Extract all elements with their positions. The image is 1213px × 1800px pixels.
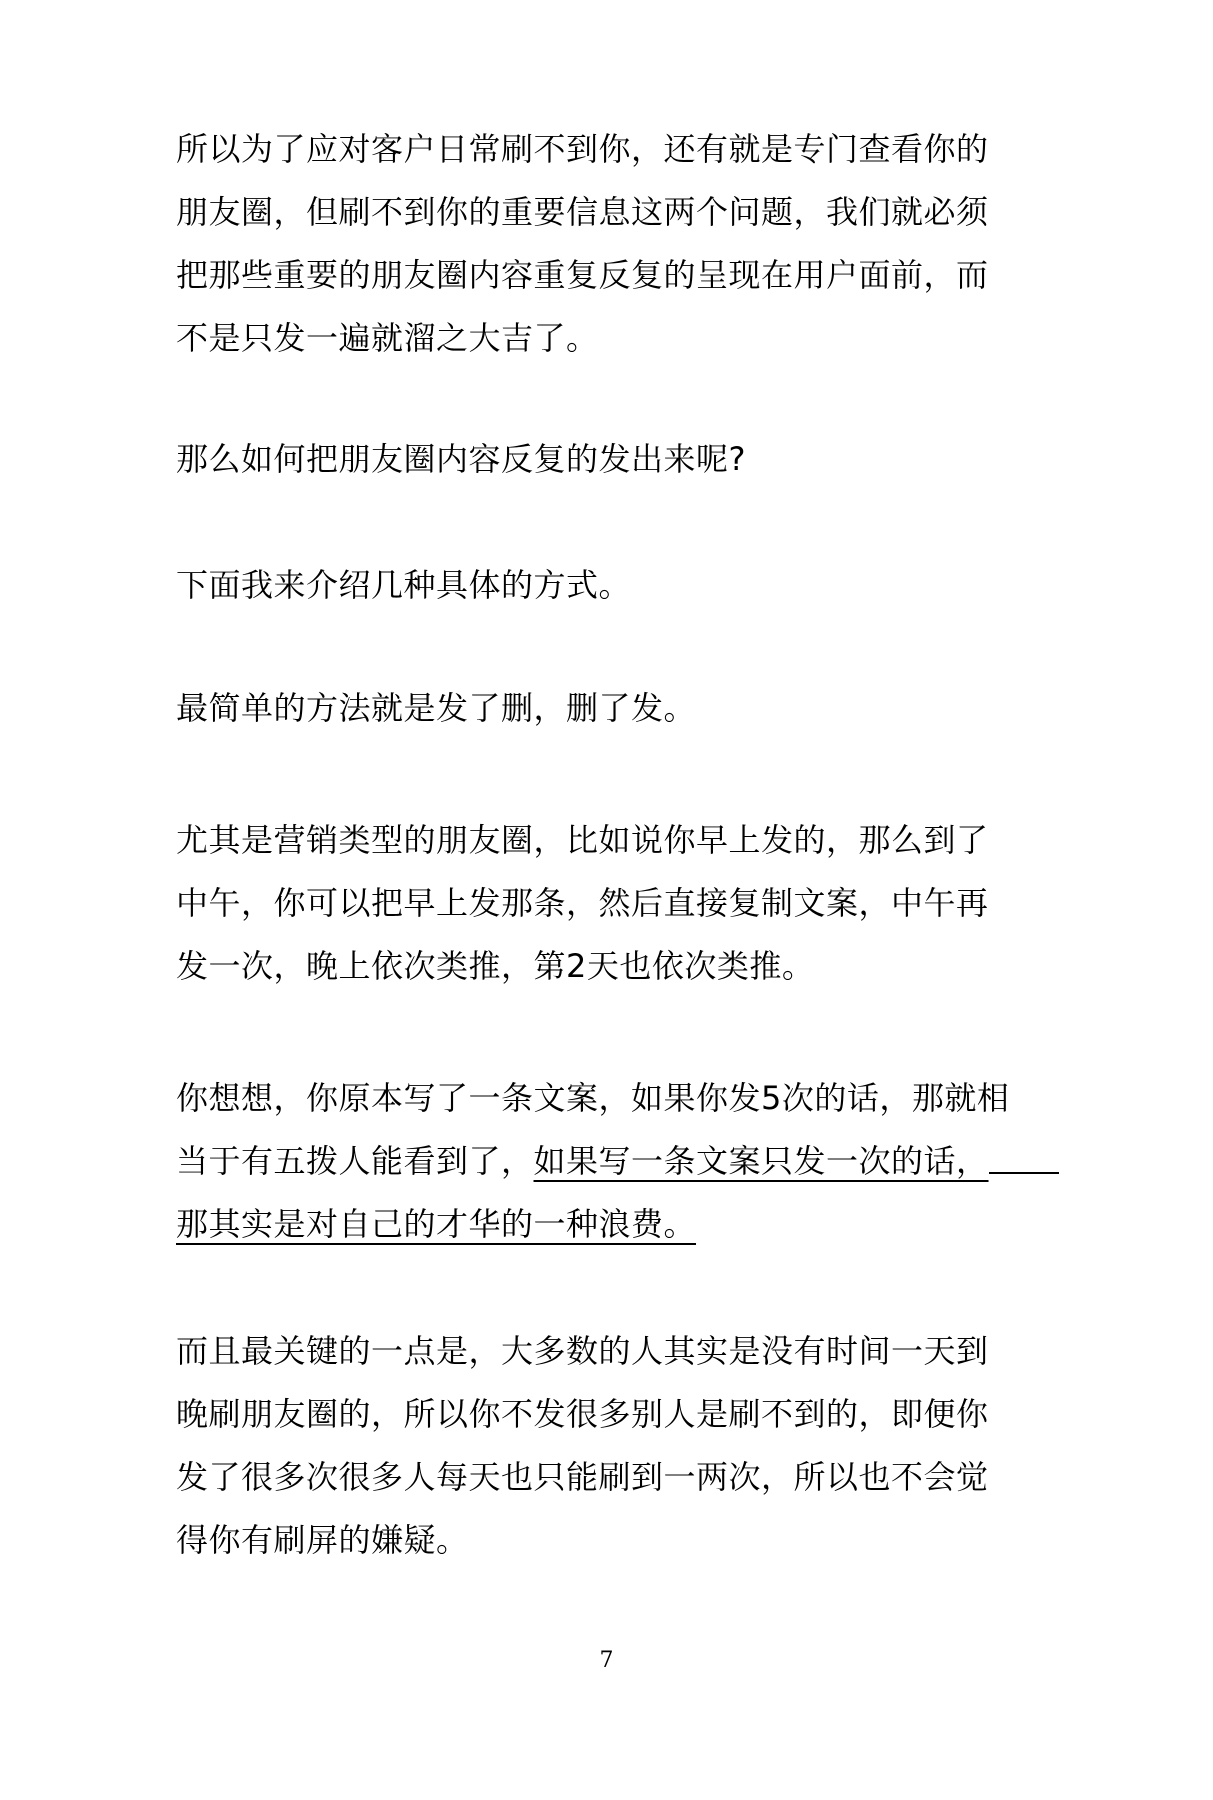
paragraph-7 bbox=[176, 1320, 1076, 1572]
paragraph-line: 得你有刷屏的嫌疑。 bbox=[176, 1521, 469, 1559]
paragraph-line: 尤其是营销类型的朋友圈，比如说你早上发的，那么到了 bbox=[176, 821, 989, 859]
paragraph-line: 所以为了应对客户日常刷不到你，还有就是专门查看你的 bbox=[176, 130, 989, 168]
paragraph-line: 那么如何把朋友圈内容反复的发出来呢? bbox=[176, 440, 746, 478]
paragraph-line bbox=[176, 1130, 1076, 1193]
paragraph-1 bbox=[176, 118, 1076, 370]
paragraph-4 bbox=[176, 677, 1076, 740]
paragraph-line: 朋友圈，但刷不到你的重要信息这两个问题，我们就必须 bbox=[176, 193, 989, 231]
paragraph-3 bbox=[176, 554, 1076, 617]
paragraph-line: 晚刷朋友圈的，所以你不发很多别人是刷不到的，即便你 bbox=[176, 1395, 989, 1433]
paragraph-5 bbox=[176, 809, 1076, 998]
paragraph-text: 当于有五拨人能看到了， bbox=[176, 1142, 534, 1180]
paragraph-line: 你想想，你原本写了一条文案，如果你发5次的话，那就相 bbox=[176, 1079, 1010, 1117]
paragraph-line: 发一次，晚上依次类推，第2天也依次类推。 bbox=[176, 947, 815, 985]
paragraph-line: 最简单的方法就是发了删，删了发。 bbox=[176, 689, 697, 727]
paragraph-line bbox=[176, 1193, 1076, 1256]
underline-extension bbox=[989, 1171, 1059, 1174]
paragraph-2 bbox=[176, 428, 1076, 491]
underlined-text: 如果写一条文案只发一次的话， bbox=[533, 1142, 989, 1180]
paragraph-line: 下面我来介绍几种具体的方式。 bbox=[176, 566, 632, 604]
paragraph-line: 把那些重要的朋友圈内容重复反复的呈现在用户面前，而 bbox=[176, 256, 989, 294]
underlined-text: 那其实是对自己的才华的一种浪费。 bbox=[176, 1205, 697, 1243]
page-number: 7 bbox=[599, 1648, 614, 1673]
paragraph-6 bbox=[176, 1067, 1076, 1256]
paragraph-line: 而且最关键的一点是，大多数的人其实是没有时间一天到 bbox=[176, 1332, 989, 1370]
paragraph-line: 中午，你可以把早上发那条，然后直接复制文案，中午再 bbox=[176, 884, 989, 922]
paragraph-line: 发了很多次很多人每天也只能刷到一两次，所以也不会觉 bbox=[176, 1458, 989, 1496]
paragraph-line: 不是只发一遍就溜之大吉了。 bbox=[176, 319, 599, 357]
